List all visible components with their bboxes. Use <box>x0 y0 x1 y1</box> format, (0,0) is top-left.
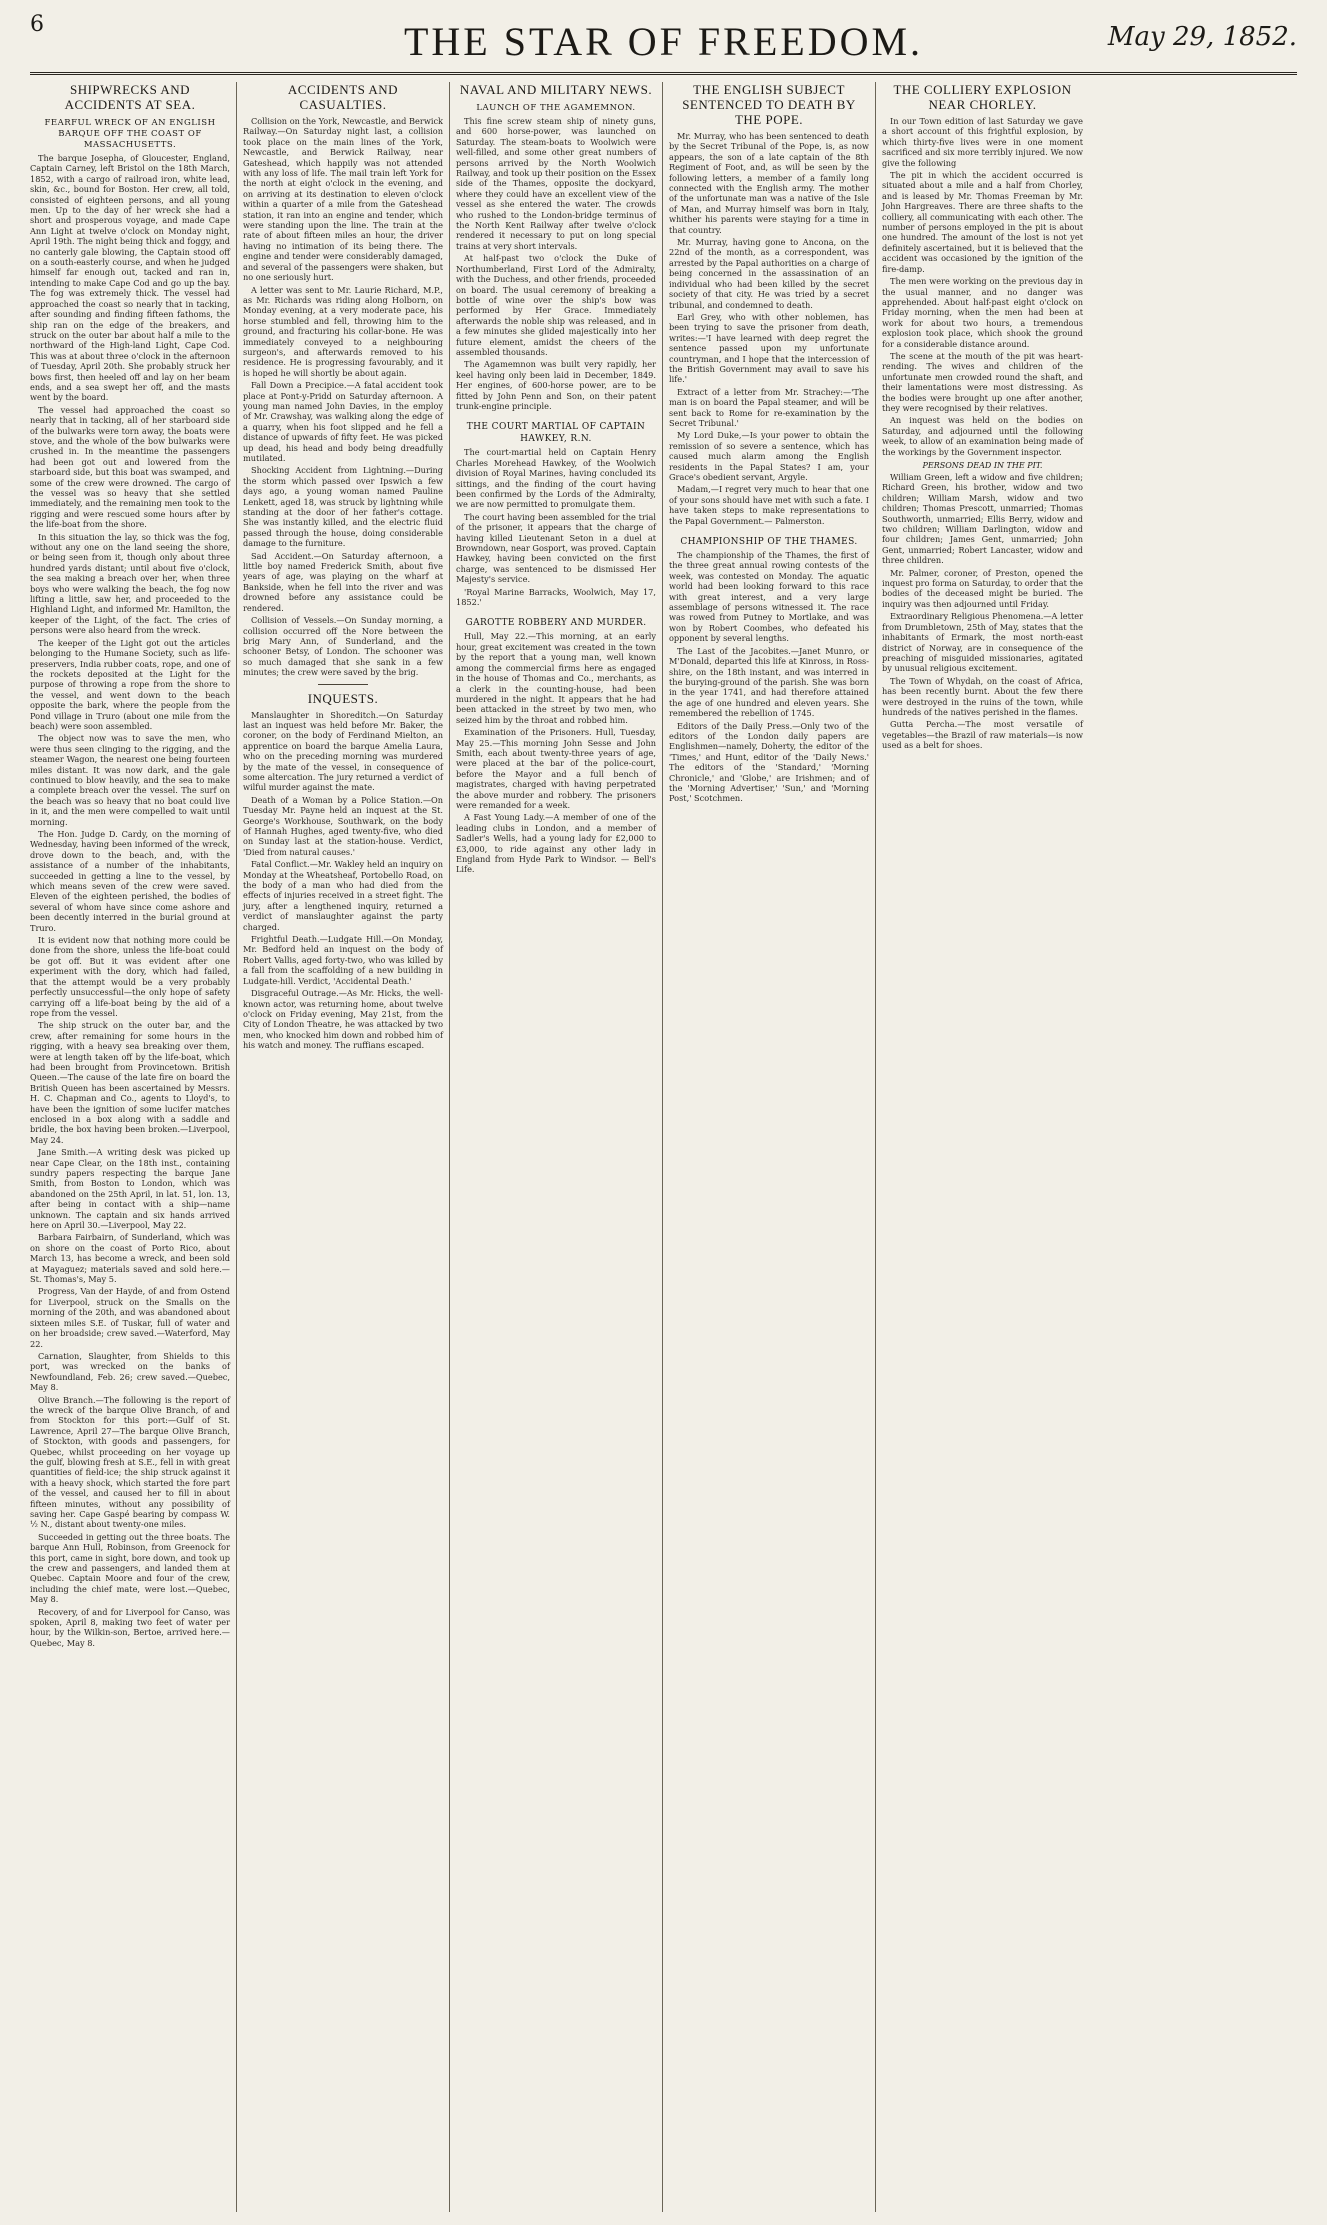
list-heading: PERSONS DEAD IN THE PIT. <box>922 461 1043 470</box>
paragraph: The vessel had approached the coast so nearly that in tacking, all of her starboard side of the bulwarks were torn away, the boats were stove, and the whole of the bow bulwarks were crushed in. In the meantime the passengers had been got out and lowered from the starboard side, but this boat was swamped, and some of the crew were drowned. The cargo of the vessel was so heavy that she settled immediately, and the remaining men took to the rigging and were rescued some hours after by the life-boat from the shore. <box>30 404 230 530</box>
paragraph: In our Town edition of last Saturday we gave a short account of this frightful explosion, by which thirty-five lives were in one moment sacrificed and six more terribly injured. We now give the following <box>882 116 1083 168</box>
paragraph: This fine screw steam ship of ninety guns, and 600 horse-power, was launched on Saturday. The steam-boats to Woolwich were well-filled, and some other great numbers of persons arrived by the North Woolwich Railway, and took up their position on the Essex side of the Thames, opposite the dockyard, where they could have an excellent view of the vessel as she entered the water. The crowds who rushed to the London-bridge terminus of the North Kent Railway after twelve o'clock rendered it necessary to put on long special trains at very short intervals. <box>456 116 656 251</box>
article-heading-court-martial: THE COURT MARTIAL OF CAPTAIN HAWKEY, R.N. <box>466 422 646 445</box>
column-heading: SHIPWRECKS AND ACCIDENTS AT SEA. <box>64 82 196 112</box>
paragraph: William Green, left a widow and five children; Richard Green, his brother, widow and two children; William Marsh, widow and two children; Thomas Prescott, unmarried; Thomas Southworth, unmarried; Ellis Berry, widow and two children; William Darlington, widow and four children; James Gent, unmarried; John Gent, unmarried; Robert Lancaster, widow and three children. <box>882 472 1083 566</box>
paragraph: Collision of Vessels.—On Sunday morning, a collision occurred off the Nore between the brig Mary Ann, of Sunderland, and the schooner Betsy, of London. The schooner was so much damaged that she sank in a few minutes; the crew were saved by the brig. <box>243 615 443 678</box>
column-heading: ACCIDENTS AND CASUALTIES. <box>287 82 399 112</box>
paragraph: 'Royal Marine Barracks, Woolwich, May 17, 1852.' <box>456 586 656 608</box>
paragraph: The Town of Whydah, on the coast of Africa, has been recently burnt. About the few there were destroyed in the ruins of the town, while hundreds of the natives perished in the flames. <box>882 675 1083 717</box>
paragraph: Editors of the Daily Press.—Only two of the editors of the London daily papers are Englishmen—namely, Doherty, the editor of the 'Times,' and Hunt, editor of the 'Daily News.' The editors of the 'Standard,' 'Morning Chronicle,' and 'Globe,' are Irishmen; and of the 'Morning Advertiser,' 'Sun,' and 'Morning Post,' Scotchmen. <box>669 720 869 804</box>
paragraph: My Lord Duke,—Is your power to obtain the remission of so severe a sentence, which has caused much alarm among the English residents in the Papal States? I am, your Grace's obedient servant, Argyle. <box>669 430 869 482</box>
paragraph: Recovery, of and for Liverpool for Canso, was spoken, April 8, making two feet of water per hour, by the Wilkin-son, Bertoe, arrived here.—Quebec, May 8. <box>30 1606 230 1648</box>
paragraph: Fall Down a Precipice.—A fatal accident took place at Pont-y-Pridd on Saturday afternoon. A young man named John Davies, in the employ of Mr. Crawshay, was walking along the edge of a quarry, when his foot slipped and he fell a distance of upwards of fifty feet. He was picked up dead, his head and body being dreadfully mutilated. <box>243 380 443 463</box>
divider <box>318 684 368 685</box>
paragraph: The object now was to save the men, who were thus seen clinging to the rigging, and the steamer Wagon, the nearest one being fourteen miles distant. It was now dark, and the gale continued to blow heavily, and the sea to make a complete breach over the vessel. The surf on the beach was so heavy that no boat could live in it, and the men were compelled to wait until morning. <box>30 733 230 827</box>
paragraph: Extract of a letter from Mr. Strachey:—'The man is on board the Papal steamer, and will be sent back to Rome for re-examination by the Secret Tribunal.' <box>669 386 869 428</box>
paragraph: The championship of the Thames, the first of the three great annual rowing contests of the week, was contested on Monday. The aquatic world had been looking forward to this race with great interest, and a very large assemblage of persons witnessed it. The race was rowed from Putney to Mortlake, and was won by Robert Coombes, who defeated his opponent by several lengths. <box>669 550 869 644</box>
column-naval <box>450 82 663 2212</box>
article-body <box>243 116 443 678</box>
paragraph: Manslaughter in Shoreditch.—On Saturday last an inquest was held before Mr. Baker, the coroner, on the body of Ferdinand Mielton, an apprentice on board the barque Amelia Laura, who on the preceding morning was murdered by the mate of the vessel, in consequence of some altercation. The jury returned a verdict of wilful murder against the mate. <box>243 709 443 793</box>
paragraph: A Fast Young Lady.—A member of one of the leading clubs in London, and a member of Sadler's Wells, had a young lady for £2,000 to £3,000, to ride against any other lady in England from Hyde Park to Windsor. — Bell's Life. <box>456 812 656 875</box>
article-body <box>669 550 869 804</box>
paragraph: Madam,—I regret very much to hear that one of your sons should have met with such a fate. I have taken steps to make representations to the Papal Government.— Palmerston. <box>669 484 869 526</box>
column-heading: NAVAL AND MILITARY NEWS. <box>459 82 653 97</box>
paragraph: Extraordinary Religious Phenomena.—A letter from Drumbletown, 25th of May, states that the inhabitants of Ermark, the most north-east district of Norway, are in consequence of the preaching of misguided missionaries, agitated by unusual religious excitement. <box>882 611 1083 674</box>
paragraph: Gutta Percha.—The most versatile of vegetables—the Brazil of raw materials—is now used as a belt for shoes. <box>882 719 1083 751</box>
paragraph: A letter was sent to Mr. Laurie Richard, M.P., as Mr. Richards was riding along Holborn, on Monday evening, at a very moderate pace, his horse stumbled and fell, throwing him to the ground, and fracturing his collar-bone. He was immediately conveyed to a neighbouring surgeon's, and afterwards removed to his residence. He is progressing favourably, and it is hoped he will shortly be about again. <box>243 284 443 378</box>
paragraph: Collision on the York, Newcastle, and Berwick Railway.—On Saturday night last, a collision took place on the main lines of the York, Newcastle, and Berwick Railway, near Gateshead, which happily was not attended with any loss of life. The mail train left York for the north at eight o'clock in the evening, and on arriving at its destination to eleven o'clock within a quarter of a mile from the Gateshead station, it ran into an engine and tender, which were standing upon the line. The train at the rate of about fifteen miles an hour, the driver having no intimation of its being there. The engine and tender were considerably damaged, and several of the passengers were shaken, but no one seriously hurt. <box>243 116 443 283</box>
column-accidents <box>237 82 450 2212</box>
paragraph: Jane Smith.—A writing desk was picked up near Cape Clear, on the 18th inst., containing sundry papers respecting the barque Jane Smith, from Boston to London, which was abandoned on the 25th April, in lat. 51, lon. 13, after being in contact with a ship—name unknown. The captain and six hands arrived here on April 30.—Liverpool, May 22. <box>30 1147 230 1231</box>
paragraph: The Agamemnon was built very rapidly, her keel having only been laid in December, 1849. Her engines, of 600-horse power, are to be fitted by John Penn and Son, on their patent trunk-engine principle. <box>456 359 656 411</box>
article-body <box>669 131 869 526</box>
paragraph: The keeper of the Light got out the articles belonging to the Humane Society, such as life-preservers, India rubber coats, rope, and one of the rockets deposited at the Light for the purpose of throwing a rope from the shore to the vessel, and went down to the beach opposite the bark, where the people from the Pond village in Truro (about one mile from the beach) were soon assembled. <box>30 637 230 731</box>
paragraph: Disgraceful Outrage.—As Mr. Hicks, the well-known actor, was returning home, about twelve o'clock on Friday evening, May 21st, from the City of London Theatre, he was attacked by two men, who knocked him down and robbed him of his watch and money. The ruffians escaped. <box>243 988 443 1051</box>
masthead-rule <box>30 72 1297 75</box>
article-subheading: FEARFUL WRECK OF AN ENGLISH BARQUE OFF THE COAST OF MASSACHUSETTS. <box>44 118 216 150</box>
paragraph: Frightful Death.—Ludgate Hill.—On Monday, Mr. Bedford held an inquest on the body of Robert Vallis, aged forty-two, who was killed by a fall from the scaffolding of a new building in Ludgate-hill. Verdict, 'Accidental Death.' <box>243 934 443 986</box>
paragraph: Mr. Palmer, coroner, of Preston, opened the inquest pro forma on Saturday, to order that the bodies of the deceased might be buried. The inquiry was then adjourned until Friday. <box>882 567 1083 609</box>
paragraph: The barque Josepha, of Gloucester, England, Captain Carney, left Bristol on the 18th March, 1852, with a cargo of railroad iron, white lead, skin, &c., bound for Boston. Her crew, all told, consisted of eighteen persons, and all young men. Up to the day of her wreck she had a short and prosperous voyage, and made Cape Ann Light at twelve o'clock on Monday night, April 19th. The night being thick and foggy, and no canterly gale blowing, the Captain stood off on a south-easterly course, and when he judged himself far enough out, tacked and ran in, intending to make Cape Cod and go up the bay. The fog was extremely thick. The vessel had approached the coast so nearly that in tacking, after sounding and finding fifteen fathoms, the ship ran on the edge of the breakers, and struck on the outer bar about half a mile to the northward of the High-land Light, Cape Cod. This was at about three o'clock in the afternoon of Tuesday, April 20th. She probably struck her bows first, then heeled off and lay on her beam ends, and a sea swept her off, and the masts went by the board. <box>30 153 230 403</box>
paragraph: Sad Accident.—On Saturday afternoon, a little boy named Frederick Smith, about five years of age, was playing on the wharf at Bankside, when he fell into the river and was drowned before any assistance could be rendered. <box>243 550 443 613</box>
paragraph: Progress, Van der Hayde, of and from Ostend for Liverpool, struck on the Smalls on the morning of the 20th, and was abandoned about sixteen miles S.E. of Tuskar, full of water and on her broadside; crew saved.—Waterford, May 22. <box>30 1286 230 1349</box>
paragraph: Shocking Accident from Lightning.—During the storm which passed over Ipswich a few days ago, a young woman named Pauline Lenkett, aged 18, was struck by lightning while standing at the door of her father's cottage. She was instantly killed, and the electric fluid passed through the house, doing considerable damage to the furniture. <box>243 465 443 549</box>
column-heading: THE ENGLISH SUBJECT SENTENCED TO DEATH BY THE POPE. <box>682 82 856 127</box>
article-heading-garotte: GAROTTE ROBBERY AND MURDER. <box>465 618 647 629</box>
article-body <box>456 631 656 874</box>
paragraph: It is evident now that nothing more could be done from the shore, unless the life-boat could be got off. But it was evident after one experiment with the dory, which had failed, that the attempt would be a very probably perfectly unsuccessful—the only hope of safety carrying off a life-boat being by the aid of a rope from the vessel. <box>30 935 230 1018</box>
paragraph: Hull, May 22.—This morning, at an early hour, great excitement was created in the town by the report that a young man, well known among the commercial firms here as engaged in the house of Thomas and Co., merchants, as a clerk in the counting-house, had been murdered in the night. It appears that he had been attacked in the street by two men, who seized him by the throat and robbed him. <box>456 631 656 725</box>
paragraph: Death of a Woman by a Police Station.—On Tuesday Mr. Payne held an inquest at the St. George's Workhouse, Southwark, on the body of Hannah Hughes, aged twenty-five, who died on Sunday last at the station-house. Verdict, 'Died from natural causes.' <box>243 794 443 857</box>
paragraph: The Hon. Judge D. Cardy, on the morning of Wednesday, having been informed of the wreck, drove down to the beach, and, with the assistance of a number of the inhabitants, succeeded in getting a line to the vessel, by which means seven of the crew were saved. Eleven of the eighteen perished, the bodies of several of whom have since come ashore and been decently interred in the burial ground at Truro. <box>30 829 230 933</box>
article-body <box>882 116 1083 457</box>
article-subheading: LAUNCH OF THE AGAMEMNON. <box>476 103 636 113</box>
issue-date: May 29, 1852. <box>1107 22 1297 52</box>
paragraph: Barbara Fairbairn, of Sunderland, which was on shore on the coast of Porto Rico, about March 13, has become a wreck, and been sold at Mayaguez; materials saved and sold here.—St. Thomas's, May 5. <box>30 1232 230 1285</box>
paragraph: The men were working on the previous day in the usual manner, and no danger was apprehended. About half-past eight o'clock on Friday morning, when the men had been at work for about two hours, a tremendous explosion took place, which shook the ground for a considerable distance around. <box>882 276 1083 349</box>
paragraph: Mr. Murray, having gone to Ancona, on the 22nd of the month, as a correspondent, was arrested by the Papal authorities on a charge of being concerned in the assassination of an individual who had been killed by the secret society of that city. He was tried by a secret tribunal, and condemned to death. <box>669 237 869 310</box>
page-number: 6 <box>30 12 44 37</box>
paragraph: Olive Branch.—The following is the report of the wreck of the barque Olive Branch, of and from Stockton for this port:—Gulf of St. Lawrence, April 27—The barque Olive Branch, of Stockton, with goods and passengers, for Quebec, whilst proceeding on her voyage up the gulf, blowing fresh at S.E., fell in with great quantities of field-ice; the ship struck against it with a heavy shock, which started the fore part of the vessel, and caused her to fill in about fifteen minutes, without any possibility of saving her. Cape Gaspé bearing by compass W. ½ N., distant about twenty-one miles. <box>30 1394 230 1530</box>
paragraph: The Last of the Jacobites.—Janet Munro, or M'Donald, departed this life at Kinross, in Ross-shire, on the 18th instant, and was interred in the burying-ground of the parish. She was born in the year 1741, and had therefore attained the age of one hundred and eleven years. She remembered the rebellion of 1745. <box>669 645 869 719</box>
paragraph: The pit in which the accident occurred is situated about a mile and a half from Chorley, and is leased by Mr. Thomas Freeman by Mr. John Hargreaves. There are three shafts to the colliery, all communicating with each other. The number of persons employed in the pit is about one hundred. The amount of the lost is not yet definitely ascertained, but it is believed that the accident was occasioned by the ignition of the fire-damp. <box>882 170 1083 274</box>
newspaper-title: THE STAR OF FREEDOM. <box>403 19 924 64</box>
column-english-subject <box>663 82 876 2212</box>
masthead <box>30 0 1297 72</box>
paragraph: The scene at the mouth of the pit was heart-rending. The wives and children of the unfortunate men crowded round the shaft, and their lamentations were most distressing. As the bodies were brought up one after another, they were recognised by their relatives. <box>882 350 1083 413</box>
paragraph: The ship struck on the outer bar, and the crew, after remaining for some hours in the rigging, with a heavy sea breaking over them, were at length taken off by the life-boat, which had been brought from Provincetown. British Queen.—The cause of the late fire on board the British Queen has been ascertained by Messrs. H. C. Chapman and Co., agents to Lloyd's, to have been the ignition of some lucifer matches enclosed in a box along with a saddle and bridle, the box having been broken.—Liverpool, May 24. <box>30 1020 230 1145</box>
paragraph: An inquest was held on the bodies on Saturday, and adjourned until the following week, to allow of an examination being made of the workings by the Government inspector. <box>882 415 1083 457</box>
article-body <box>30 153 230 1648</box>
paragraph: Mr. Murray, who has been sentenced to death by the Secret Tribunal of the Pope, is, as now appears, the son of a late captain of the 8th Regiment of Foot, and, as will be seen by the following letters, a member of a family long connected with the English army. The mother of the unfortunate man was a native of the Isle of Man, and Murray himself was born in Italy, whither his parents were staying for a time in that country. <box>669 131 869 235</box>
section-heading-inquests: INQUESTS. <box>307 690 379 706</box>
paragraph: Fatal Conflict.—Mr. Wakley held an inquiry on Monday at the Wheatsheaf, Portobello Road, on the body of a man who had died from the effects of injuries received in a street fight. The jury, after a lengthened inquiry, returned a verdict of manslaughter against the party charged. <box>243 859 443 932</box>
paragraph: At half-past two o'clock the Duke of Northumberland, First Lord of the Admiralty, with the Duchess, and other friends, proceeded on board. The usual ceremony of breaking a bottle of wine over the ship's bow was performed by Her Grace. Immediately afterwards the noble ship was released, and in a few minutes she glided majestically into her future element, amidst the cheers of the assembled thousands. <box>456 253 656 357</box>
paragraph: Examination of the Prisoners. Hull, Tuesday, May 25.—This morning John Sesse and John Smith, each about twenty-three years of age, were placed at the bar of the police-court, before the Mayor and a full bench of magistrates, charged with having perpetrated the above murder and robbery. The prisoners were remanded for a week. <box>456 727 656 810</box>
paragraph: The court having been assembled for the trial of the prisoner, it appears that the charge of having killed Lieutenant Seton in a duel at Browndown, near Gosport, was proved. Captain Hawkey, having been convicted on the first charge, was sentenced to be dismissed Her Majesty's service. <box>456 511 656 585</box>
column-shipwrecks <box>24 82 237 2212</box>
column-heading: THE COLLIERY EXPLOSION NEAR CHORLEY. <box>893 82 1072 112</box>
column-colliery <box>876 82 1089 2212</box>
article-body <box>243 710 443 1051</box>
article-body <box>882 472 1083 751</box>
paragraph: Succeeded in getting out the three boats. The barque Ann Hull, Robinson, from Greenock for this port, came in sight, bore down, and took up the crew and passengers, and landed them at Quebec. Captain Moore and four of the crew, including the chief mate, were lost.—Quebec, May 8. <box>30 1531 230 1605</box>
article-body <box>456 116 656 411</box>
columns <box>24 82 1304 2212</box>
paragraph: Earl Grey, who with other noblemen, has been trying to save the prisoner from death, writes:—'I have learned with deep regret the sentence passed upon my unfortunate countryman, and I hope that the intercession of the British Government may avail to save his life.' <box>669 311 869 385</box>
paragraph: Carnation, Slaughter, from Shields to this port, was wrecked on the banks of Newfoundland, Feb. 26; crew saved.—Quebec, May 8. <box>30 1350 230 1393</box>
paragraph: The court-martial held on Captain Henry Charles Morehead Hawkey, of the Woolwich division of Royal Marines, having concluded its sittings, and the finding of the court having been confirmed by the Lords of the Admiralty, we are now permitted to promulgate them. <box>456 447 656 510</box>
paragraph: In this situation the lay, so thick was the fog, without any one on the land seeing the shore, or being seen from it, though only about three hundred yards distant; until about five o'clock, the sea making a breach over her, when three boys who were walking the beach, the fog now lifting a little, saw her, and proceeded to the Highland Light, and informed Mr. Hamilton, the keeper of the Light, of the fact. The cries of persons were also heard from the wreck. <box>30 531 230 636</box>
article-body <box>456 447 656 607</box>
article-heading-championship: CHAMPIONSHIP OF THE THAMES. <box>680 537 858 548</box>
